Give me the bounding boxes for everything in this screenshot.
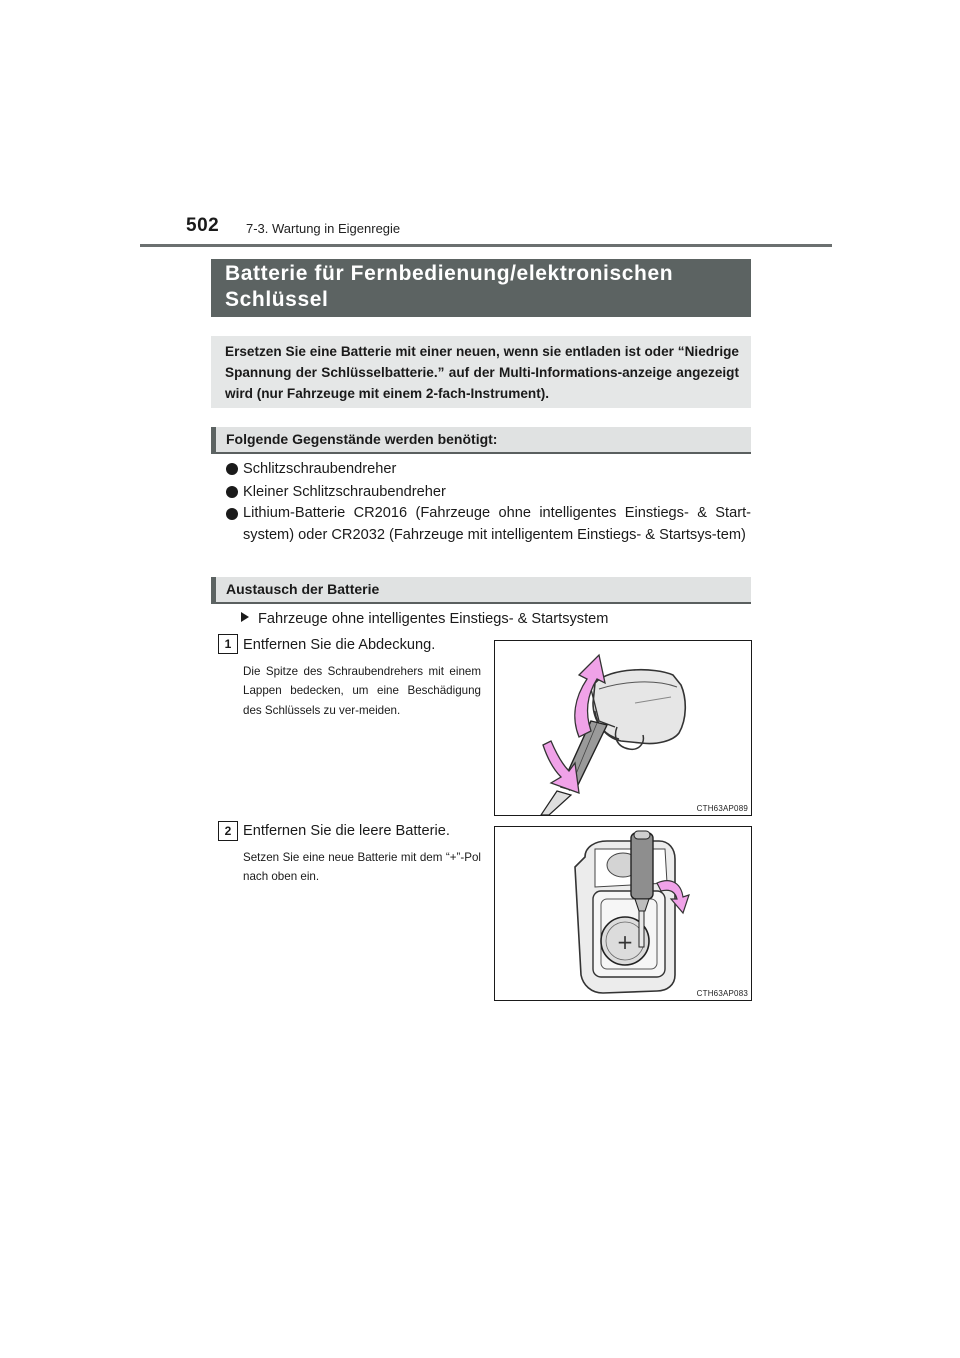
list-item-text: Schlitzschraubendreher — [243, 461, 397, 477]
step-number: 1 — [218, 634, 238, 654]
heading-bar — [211, 577, 216, 604]
vehicle-type-line — [241, 608, 608, 630]
heading-bar — [211, 427, 216, 454]
page-number: 502 — [186, 215, 220, 236]
step-number: 2 — [218, 821, 238, 841]
vehicle-type-text: Fahrzeuge ohne intelligentes Einstiegs- & Startsystem — [258, 611, 609, 627]
page-title-box — [211, 259, 751, 317]
battery-removal-figure — [494, 826, 752, 1001]
figure-code: CTH63AP089 — [696, 804, 748, 813]
required-items-heading-box — [211, 427, 751, 454]
header-rule — [140, 244, 832, 247]
step-title: Entfernen Sie die Abdeckung. — [243, 637, 436, 653]
replacement-heading-box — [211, 577, 751, 604]
list-item-text: Lithium-Batterie CR2016 (Fahrzeuge ohne intelligentes Einstiegs- & Start-system) oder CR2032 (Fahrzeuge mit intelligentem Einstiegs- & Startsys-tem) — [243, 505, 751, 543]
intro-box — [211, 336, 751, 408]
battery-removal-icon — [495, 827, 751, 1000]
step-note: Die Spitze des Schraubendrehers mit einem Lappen bedecken, um eine Beschädigung des Schlüssels zu ver-meiden. — [243, 665, 481, 717]
page-title: Batterie für Fernbedienung/elektronischen Schlüssel — [225, 262, 674, 311]
step-note: Setzen Sie eine neue Batterie mit dem “+”-Pol nach oben ein. — [243, 851, 481, 884]
section-label: 7-3. Wartung in Eigenregie — [246, 221, 401, 236]
step-title: Entfernen Sie die leere Batterie. — [243, 823, 450, 839]
list-item-text: Kleiner Schlitzschraubendreher — [243, 484, 446, 500]
figure-code: CTH63AP083 — [696, 989, 748, 998]
battery-plus-icon: + — [616, 930, 634, 954]
intro-text: Ersetzen Sie eine Batterie mit einer neuen, wenn sie entladen ist oder “Niedrige Spannung der Schlüsselbatterie.” auf der Multi-Informations-anzeige angezeigt wird (nur Fahrzeuge mit einem 2-fach-Instrument). — [225, 344, 739, 401]
bullet-icon — [226, 486, 238, 498]
key-cover-removal-figure — [494, 640, 752, 816]
replacement-heading: Austausch der Batterie — [226, 581, 380, 597]
key-cover-removal-icon — [495, 641, 751, 815]
bullet-icon — [226, 508, 238, 520]
required-items-heading: Folgende Gegenstände werden benötigt: — [226, 431, 498, 447]
bullet-icon — [226, 463, 238, 475]
triangle-right-icon — [241, 612, 249, 622]
